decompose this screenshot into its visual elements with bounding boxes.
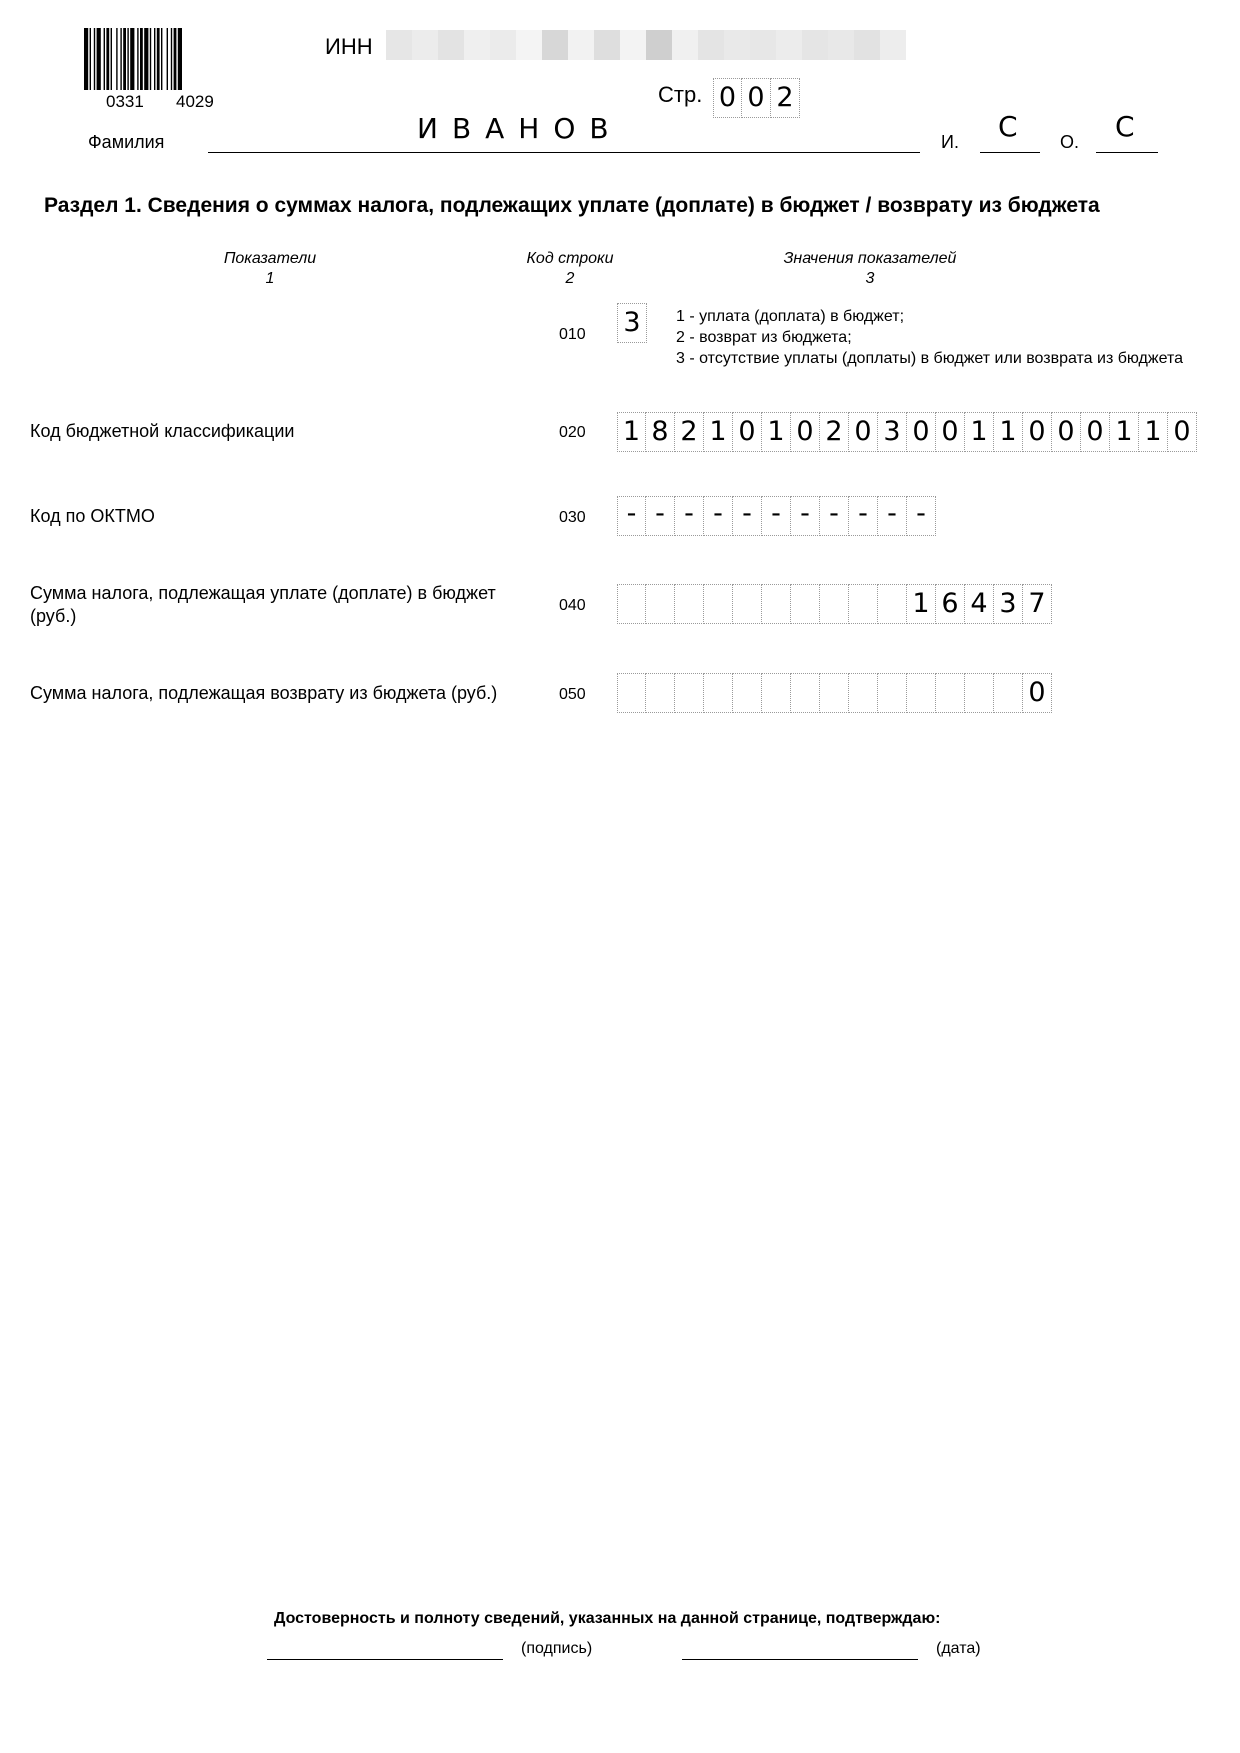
column-header-indicators-number: 1	[265, 270, 275, 287]
row-050-amount-cell	[965, 673, 994, 713]
column-header-indicators-title: Показатели	[223, 250, 317, 267]
signature-label: (подпись)	[521, 1640, 593, 1657]
row-020-kbk-cell: 0	[936, 412, 965, 452]
barcode-bar	[120, 28, 121, 90]
row-020-kbk-cell: 1	[762, 412, 791, 452]
row-030-oktmo-cell: -	[820, 496, 849, 536]
row-010-legend-item: 2 - возврат из бюджета;	[676, 329, 852, 346]
row-040-amount-cell	[820, 584, 849, 624]
signature-line	[267, 1659, 503, 1660]
page-label: Стр.	[658, 82, 703, 107]
row-030-oktmo-field	[617, 496, 936, 536]
barcode-bar	[94, 28, 95, 90]
barcode-bar	[123, 28, 126, 90]
row-050-amount-cell	[704, 673, 733, 713]
barcode-bar	[140, 28, 143, 90]
barcode	[84, 28, 242, 90]
row-030-oktmo-cell: -	[646, 496, 675, 536]
row-020-kbk-cell: 0	[733, 412, 762, 452]
row-040-amount-cell	[791, 584, 820, 624]
row-050-amount-cell	[820, 673, 849, 713]
barcode-bar	[106, 28, 109, 90]
row-040-amount-field	[617, 584, 1052, 624]
barcode-bar	[84, 28, 88, 90]
row-030-oktmo-cell: -	[675, 496, 704, 536]
row-020-kbk-cell: 1	[1110, 412, 1139, 452]
name-initial-underline	[980, 152, 1040, 153]
row-030-oktmo-cell: -	[704, 496, 733, 536]
row-020-kbk-cell: 3	[878, 412, 907, 452]
row-040-code: 040	[559, 597, 586, 614]
row-050-amount-cell	[675, 673, 704, 713]
row-030-oktmo-cell: -	[733, 496, 762, 536]
row-050-amount-cell	[907, 673, 936, 713]
inn-redacted-field	[386, 30, 906, 60]
row-040-amount-cell	[617, 584, 646, 624]
row-020-kbk-cell: 1	[994, 412, 1023, 452]
barcode-bar	[104, 28, 105, 90]
row-020-kbk-cell: 0	[791, 412, 820, 452]
column-header-indicators	[200, 249, 340, 289]
barcode-bar	[167, 28, 168, 90]
row-010-legend-item: 3 - отсутствие уплаты (доплаты) в бюджет или возврата из бюджета	[676, 350, 1183, 367]
barcode-bar	[178, 28, 182, 90]
row-050-amount-cell	[791, 673, 820, 713]
page-digit: 2	[771, 78, 800, 118]
barcode-bar	[97, 28, 101, 90]
row-020-kbk-cell: 2	[675, 412, 704, 452]
column-header-line-code-number: 2	[565, 270, 575, 287]
row-020-kbk-cell: 1	[617, 412, 646, 452]
name-initial-label: И.	[941, 132, 959, 152]
row-020-kbk-cell: 0	[907, 412, 936, 452]
row-030-label: Код по ОКТМО	[30, 506, 155, 526]
row-020-kbk-cell: 1	[704, 412, 733, 452]
barcode-bar	[144, 28, 148, 90]
row-050-label: Сумма налога, подлежащая возврату из бюджета (руб.)	[30, 683, 498, 703]
row-020-kbk-cell: 0	[1052, 412, 1081, 452]
barcode-bar	[154, 28, 155, 90]
surname-label: Фамилия	[88, 132, 165, 152]
row-020-kbk-cell: 0	[849, 412, 878, 452]
section-title: Раздел 1. Сведения о суммах налога, подлежащих уплате (доплате) в бюджет / возврату из бюджета	[44, 194, 1100, 217]
row-020-kbk-cell: 0	[1081, 412, 1110, 452]
row-010-digit: 3	[617, 303, 647, 343]
row-040-amount-cell: 6	[936, 584, 965, 624]
row-020-kbk-cell: 0	[1168, 412, 1197, 452]
surname-underline	[208, 152, 920, 153]
surname-value: ИВАНОВ	[417, 112, 623, 145]
row-020-kbk-cell: 2	[820, 412, 849, 452]
row-050-amount-cell	[994, 673, 1023, 713]
column-header-values-title: Значения показателей	[783, 250, 957, 267]
row-010-code: 010	[559, 326, 586, 343]
barcode-bar	[157, 28, 160, 90]
row-040-amount-cell	[878, 584, 907, 624]
row-040-amount-cell: 4	[965, 584, 994, 624]
barcode-bar	[130, 28, 134, 90]
barcode-number-left: 0331	[106, 92, 144, 111]
row-040-label-line: (руб.)	[30, 606, 77, 626]
row-040-label	[30, 582, 496, 628]
column-header-values	[760, 249, 980, 289]
barcode-bar	[111, 28, 112, 90]
barcode-bar	[90, 28, 91, 90]
row-010-value-field	[617, 303, 647, 343]
row-020-kbk-cell: 1	[965, 412, 994, 452]
date-label: (дата)	[936, 1640, 981, 1657]
row-020-code: 020	[559, 424, 586, 441]
barcode-bar	[174, 28, 177, 90]
barcode-bar	[161, 28, 162, 90]
page-number-field	[713, 78, 800, 118]
page-digit: 0	[713, 78, 742, 118]
patronymic-initial-label: О.	[1060, 132, 1080, 152]
row-020-label: Код бюджетной классификации	[30, 421, 295, 441]
row-020-kbk-cell: 8	[646, 412, 675, 452]
column-header-line-code-title: Код строки	[526, 250, 614, 267]
row-030-code: 030	[559, 509, 586, 526]
name-initial-value: С	[998, 110, 1018, 143]
row-020-kbk-cell: 1	[1139, 412, 1168, 452]
row-040-amount-cell	[646, 584, 675, 624]
row-040-label-line: Сумма налога, подлежащая уплате (доплате) в бюджет	[30, 583, 496, 603]
row-050-amount-cell: 0	[1023, 673, 1052, 713]
row-050-code: 050	[559, 686, 586, 703]
row-030-oktmo-cell: -	[791, 496, 820, 536]
barcode-bar	[137, 28, 138, 90]
row-010-legend	[676, 306, 1183, 369]
row-050-amount-cell	[936, 673, 965, 713]
row-040-amount-cell: 7	[1023, 584, 1052, 624]
row-010-legend-item: 1 - уплата (доплата) в бюджет;	[676, 308, 905, 325]
row-030-oktmo-cell: -	[878, 496, 907, 536]
row-040-amount-cell	[733, 584, 762, 624]
barcode-bar	[150, 28, 151, 90]
barcode-bar	[171, 28, 172, 90]
confirmation-text: Достоверность и полноту сведений, указанных на данной странице, подтверждаю:	[274, 1610, 941, 1627]
page-digit: 0	[742, 78, 771, 118]
date-line	[682, 1659, 918, 1660]
row-030-oktmo-cell: -	[849, 496, 878, 536]
row-040-amount-cell	[762, 584, 791, 624]
barcode-number-right: 4029	[176, 92, 214, 111]
row-040-amount-cell	[704, 584, 733, 624]
row-040-amount-cell	[849, 584, 878, 624]
patronymic-initial-underline	[1096, 152, 1158, 153]
row-050-amount-cell	[878, 673, 907, 713]
row-050-amount-cell	[646, 673, 675, 713]
inn-label: ИНН	[325, 34, 373, 59]
row-020-kbk-cell: 0	[1023, 412, 1052, 452]
row-050-amount-cell	[762, 673, 791, 713]
row-030-oktmo-cell: -	[617, 496, 646, 536]
barcode-bar	[127, 28, 128, 90]
row-040-amount-cell: 1	[907, 584, 936, 624]
barcode-bar	[116, 28, 117, 90]
row-040-amount-cell: 3	[994, 584, 1023, 624]
row-020-kbk-field	[617, 412, 1197, 452]
row-030-oktmo-cell: -	[907, 496, 936, 536]
patronymic-initial-value: С	[1115, 110, 1135, 143]
row-050-amount-cell	[617, 673, 646, 713]
row-040-amount-cell	[675, 584, 704, 624]
row-050-amount-cell	[849, 673, 878, 713]
column-header-line-code	[510, 249, 630, 289]
row-050-amount-cell	[733, 673, 762, 713]
column-header-values-number: 3	[865, 270, 875, 287]
row-030-oktmo-cell: -	[762, 496, 791, 536]
row-050-amount-field	[617, 673, 1052, 713]
